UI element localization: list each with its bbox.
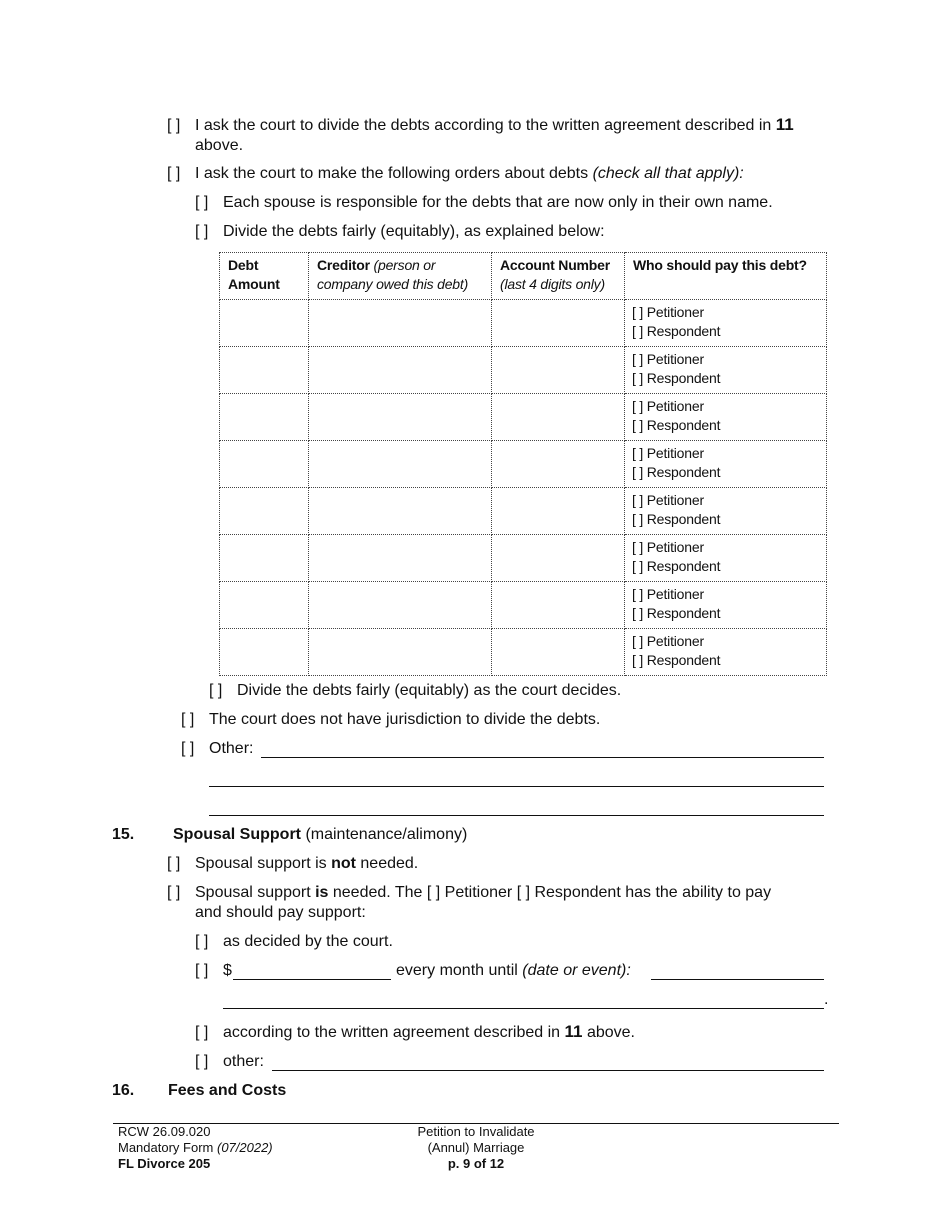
account-cell[interactable]: [492, 629, 625, 676]
support-other-field[interactable]: [272, 1070, 824, 1071]
every-month-label: every month until: [396, 962, 523, 979]
section-ref: 11: [564, 1022, 583, 1041]
checkbox-court-decides[interactable]: [209, 681, 621, 701]
checkbox[interactable]: [ ]: [195, 194, 209, 211]
header-account-number: Account Number (last 4 digits only): [492, 253, 625, 300]
creditor-cell[interactable]: [309, 582, 492, 629]
table-row: [220, 347, 827, 394]
petitioner-option[interactable]: [ ] Petitioner: [632, 351, 704, 367]
divide-below-text: Divide the debts fairly (equitably), as explained below:: [223, 223, 605, 240]
creditor-cell[interactable]: [309, 488, 492, 535]
petitioner-option[interactable]: [ ] Petitioner: [632, 304, 704, 320]
section-ref: 11: [775, 115, 794, 134]
each-spouse-text: Each spouse is responsible for the debts that are now only in their own name.: [223, 194, 773, 211]
checkbox-other-debts[interactable]: [181, 739, 253, 759]
header-debt-amount: Debt Amount: [220, 253, 309, 300]
support-text-end: needed. The [ ] Petitioner [ ] Respondent has the ability to pay: [328, 884, 772, 901]
section-15-note: (maintenance/alimony): [301, 826, 468, 843]
support-text-end: needed.: [355, 855, 419, 872]
other-debts-field-1[interactable]: [261, 757, 824, 758]
checkbox-support-agreement[interactable]: [195, 1022, 635, 1043]
who-pays-cell[interactable]: [625, 629, 827, 676]
section-15-number: 15.: [112, 826, 135, 843]
respondent-option[interactable]: [ ] Respondent: [632, 558, 721, 574]
debt-amount-cell[interactable]: [220, 629, 309, 676]
account-cell[interactable]: [492, 488, 625, 535]
table-header-row: [220, 253, 827, 300]
table-row: [220, 582, 827, 629]
debts-table: [219, 252, 827, 676]
checkbox[interactable]: [ ]: [181, 740, 195, 757]
account-cell[interactable]: [492, 582, 625, 629]
respondent-option[interactable]: [ ] Respondent: [632, 370, 721, 386]
respondent-option[interactable]: [ ] Respondent: [632, 323, 721, 339]
other-label: Other:: [209, 740, 254, 757]
petitioner-option[interactable]: [ ] Petitioner: [632, 633, 704, 649]
dollar-sign: $: [223, 962, 232, 979]
checkbox-support-needed[interactable]: [167, 883, 771, 903]
footer-left: [118, 1124, 273, 1172]
who-pays-cell[interactable]: [625, 441, 827, 488]
petitioner-option[interactable]: [ ] Petitioner: [632, 445, 704, 461]
table-row: [220, 441, 827, 488]
footer-form-id: FL Divorce 205: [118, 1156, 211, 1171]
respondent-option[interactable]: [ ] Respondent: [632, 605, 721, 621]
checkbox-support-other[interactable]: [195, 1052, 264, 1072]
checkbox-as-decided[interactable]: [195, 932, 393, 952]
every-month-text: [396, 961, 631, 981]
respondent-option[interactable]: [ ] Respondent: [632, 652, 721, 668]
checkbox[interactable]: [ ]: [209, 682, 223, 699]
debt-amount-cell[interactable]: [220, 535, 309, 582]
who-pays-cell[interactable]: [625, 582, 827, 629]
table-row: [220, 300, 827, 347]
debt-amount-cell[interactable]: [220, 300, 309, 347]
as-decided-text: as decided by the court.: [223, 933, 393, 950]
table-row: [220, 394, 827, 441]
until-date-field-cont[interactable]: [223, 1008, 824, 1009]
checkbox[interactable]: [ ]: [167, 855, 181, 872]
checkbox[interactable]: [ ]: [195, 933, 209, 950]
other-debts-field-2[interactable]: [209, 786, 824, 787]
account-cell[interactable]: [492, 300, 625, 347]
section-16-title: Fees and Costs: [168, 1082, 287, 1099]
creditor-cell[interactable]: [309, 394, 492, 441]
checkbox[interactable]: [ ]: [195, 1024, 209, 1041]
date-event-label: (date or event):: [522, 962, 631, 979]
debt-amount-cell[interactable]: [220, 394, 309, 441]
account-cell[interactable]: [492, 347, 625, 394]
who-pays-cell[interactable]: [625, 300, 827, 347]
debt-amount-cell[interactable]: [220, 582, 309, 629]
orders-text: I ask the court to make the following orders about debts: [195, 165, 593, 182]
other-label: other:: [223, 1053, 264, 1070]
footer-center: [396, 1124, 556, 1172]
footer-mandatory: Mandatory Form (07/2022): [118, 1140, 273, 1155]
section-16-number: 16.: [112, 1082, 135, 1099]
account-cell[interactable]: [492, 535, 625, 582]
support-emph: is: [315, 884, 329, 901]
creditor-cell[interactable]: [309, 535, 492, 582]
who-pays-cell[interactable]: [625, 488, 827, 535]
checkbox[interactable]: [ ]: [181, 711, 195, 728]
respondent-option[interactable]: [ ] Respondent: [632, 417, 721, 433]
footer-rcw: RCW 26.09.020: [118, 1124, 211, 1139]
support-needed-cont: and should pay support:: [195, 904, 366, 921]
respondent-option[interactable]: [ ] Respondent: [632, 464, 721, 480]
debt-amount-cell[interactable]: [220, 488, 309, 535]
creditor-cell[interactable]: [309, 629, 492, 676]
checkbox-no-jurisdiction[interactable]: [181, 710, 600, 730]
until-date-field[interactable]: [651, 979, 824, 980]
header-who-pays: Who should pay this debt?: [625, 253, 827, 300]
petitioner-option[interactable]: [ ] Petitioner: [632, 492, 704, 508]
monthly-amount-field[interactable]: [233, 979, 391, 980]
agreement-text-cont: above.: [195, 137, 244, 154]
support-emph: not: [331, 855, 356, 872]
checkbox-each-spouse[interactable]: [195, 193, 773, 213]
checkbox[interactable]: [ ]: [167, 884, 181, 901]
creditor-cell[interactable]: [309, 300, 492, 347]
support-text: Spousal support is: [195, 855, 332, 872]
agreement-text: according to the written agreement described in: [223, 1024, 565, 1041]
petitioner-option[interactable]: [ ] Petitioner: [632, 586, 704, 602]
section-15-title: Spousal Support: [173, 826, 301, 843]
footer-title-1: Petition to Invalidate: [417, 1124, 535, 1139]
checkbox-monthly-amount[interactable]: [195, 961, 232, 981]
checkbox-support-not-needed[interactable]: [167, 854, 418, 874]
checkbox[interactable]: [ ]: [167, 117, 181, 134]
section-15-heading: [173, 825, 467, 845]
checkbox[interactable]: [ ]: [167, 165, 181, 182]
agreement-text: I ask the court to divide the debts according to the written agreement described in: [195, 117, 776, 134]
orders-note: (check all that apply):: [592, 165, 744, 182]
account-cell[interactable]: [492, 441, 625, 488]
checkbox[interactable]: [ ]: [195, 1053, 209, 1070]
creditor-cell[interactable]: [309, 347, 492, 394]
footer-page-number: p. 9 of 12: [447, 1156, 505, 1171]
checkbox-agreement-debts[interactable]: [167, 115, 794, 136]
other-debts-field-3[interactable]: [209, 815, 824, 816]
checkbox[interactable]: [ ]: [195, 962, 209, 979]
debt-amount-cell[interactable]: [220, 347, 309, 394]
account-cell[interactable]: [492, 394, 625, 441]
who-pays-cell[interactable]: [625, 347, 827, 394]
agreement-text-end: above.: [582, 1024, 635, 1041]
no-jurisdiction-text: The court does not have jurisdiction to divide the debts.: [209, 711, 601, 728]
debt-amount-cell[interactable]: [220, 441, 309, 488]
period: .: [824, 991, 829, 1008]
checkbox-debt-orders[interactable]: [167, 164, 744, 184]
table-row: [220, 535, 827, 582]
footer-title-2: (Annul) Marriage: [427, 1140, 525, 1155]
respondent-option[interactable]: [ ] Respondent: [632, 511, 721, 527]
checkbox[interactable]: [ ]: [195, 223, 209, 240]
table-row: [220, 488, 827, 535]
who-pays-cell[interactable]: [625, 394, 827, 441]
petitioner-option[interactable]: [ ] Petitioner: [632, 398, 704, 414]
court-decides-text: Divide the debts fairly (equitably) as the court decides.: [237, 682, 622, 699]
header-creditor: Creditor (person or company owed this debt): [309, 253, 492, 300]
support-text: Spousal support: [195, 884, 316, 901]
table-row: [220, 629, 827, 676]
creditor-cell[interactable]: [309, 441, 492, 488]
petitioner-option[interactable]: [ ] Petitioner: [632, 539, 704, 555]
checkbox-divide-below[interactable]: [195, 222, 605, 242]
who-pays-cell[interactable]: [625, 535, 827, 582]
